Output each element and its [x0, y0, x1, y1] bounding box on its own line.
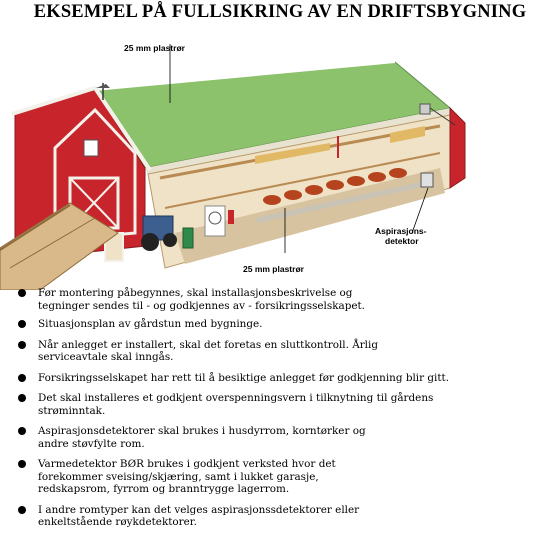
bullet-icon	[18, 506, 26, 514]
callout-detector-line1: Aspirasjons-	[375, 226, 427, 236]
bullet-icon	[18, 320, 26, 328]
bullet-icon	[18, 427, 26, 435]
requirements-list	[0, 287, 560, 529]
bullet-icon	[18, 374, 26, 382]
list-item: Før montering påbegynnes, skal installasjonsbeskrivelse og tegninger sendes til - og godkjennes av - forsikringsselskapet.	[0, 287, 560, 312]
list-item: Når anlegget er installert, skal det foretas en sluttkontroll. Årlig serviceavtale skal inngås.	[0, 339, 560, 364]
bullet-icon	[18, 289, 26, 297]
bullet-icon	[18, 394, 26, 402]
callout-detector-line2: detektor	[385, 236, 419, 246]
list-item: Situasjonsplan av gårdstun med bygninge.	[0, 318, 560, 331]
list-item: Aspirasjonsdetektorer skal brukes i husdyrrom, korntørker og andre støvfylte rom.	[0, 425, 560, 450]
list-item: Forsikringsselskapet har rett til å besiktige anlegget før godkjenning blir gitt.	[0, 372, 560, 385]
bullet-icon	[18, 341, 26, 349]
list-item: Det skal installeres et godkjent overspenningsvern i tilknytning til gårdens strøminntak.	[0, 392, 560, 417]
callout-bottom-pipe: 25 mm plastrør	[243, 264, 304, 274]
callout-detector	[375, 226, 427, 246]
list-item: Varmedetektor BØR brukes i godkjent verksted hvor det forekommer sveising/skjæring, samt i lukket garasje, redskapsrom, fyrrom og branntrygge lagerrom.	[0, 458, 560, 496]
bullet-icon	[18, 460, 26, 468]
callout-top-pipe: 25 mm plastrør	[124, 43, 185, 53]
tractor	[141, 216, 177, 251]
page-title: EKSEMPEL PÅ FULLSIKRING AV EN DRIFTSBYGNING	[33, 2, 527, 22]
list-item: I andre romtyper kan det velges aspirasjonssdetektorer eller enkeltstående røykdetektorer.	[0, 504, 560, 529]
barn-illustration	[0, 28, 560, 290]
